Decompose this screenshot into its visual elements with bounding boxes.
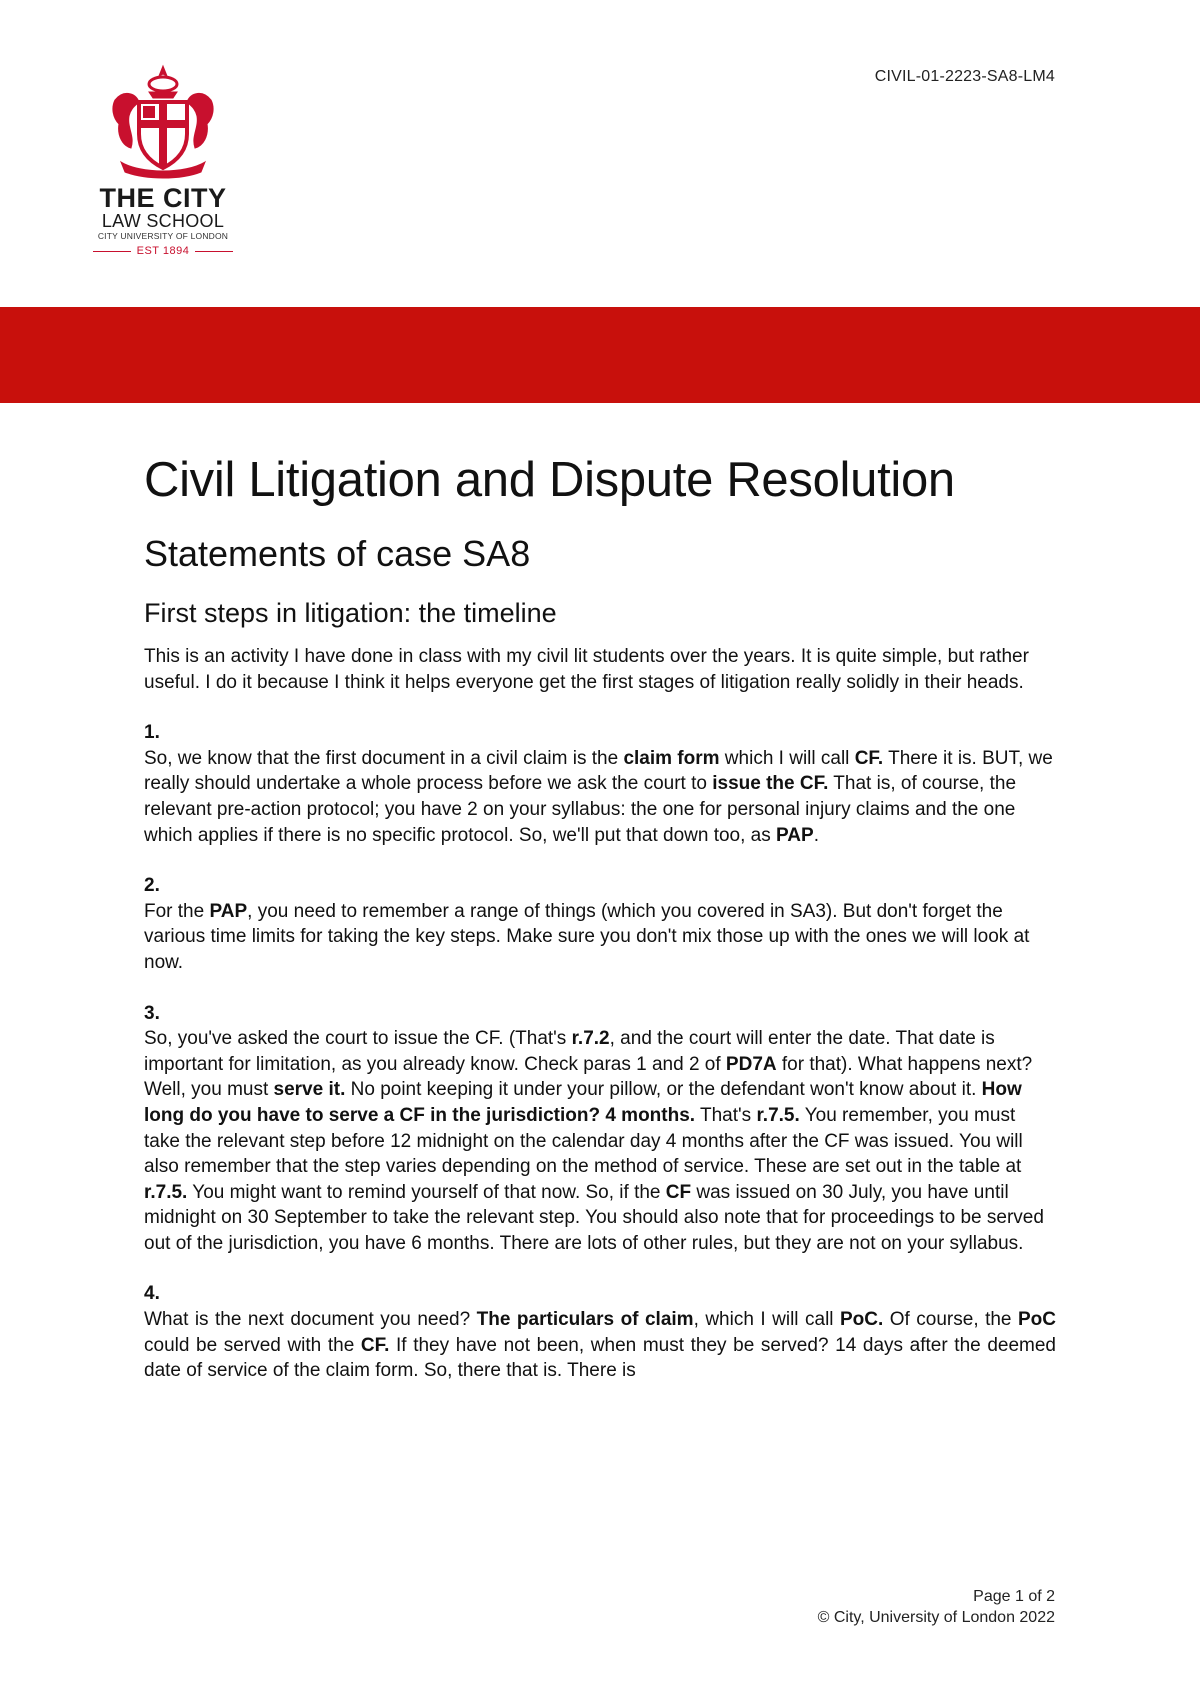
item-number: 2. [144,875,160,897]
logo-established [88,245,238,257]
coat-of-arms-icon [105,62,221,180]
document-code: CIVIL-01-2223-SA8-LM4 [874,68,1055,85]
page-footer [818,1586,1055,1628]
city-law-school-logo [88,62,238,257]
logo-line-university: CITY UNIVERSITY OF LONDON [97,231,229,241]
page-subtitle: Statements of case SA8 [144,533,531,574]
item-number: 3. [144,1002,160,1024]
item-number: 4. [144,1283,160,1305]
logo-line-the-city: THE CITY [99,183,227,213]
logo-rule-right [195,251,233,252]
item-number: 1. [144,722,160,744]
copyright-notice: © City, University of London 2022 [817,1609,1055,1626]
document-body [144,450,1056,1384]
logo-line-law-school: LAW SCHOOL [101,211,225,231]
item-paragraph-4: What is the next document you need? The particulars of claim, which I will call PoC. Of course, the PoC could be served with the CF. If they have not been, when must they be served? 14 days after the deemed date of service of the claim form. So, there that is. There is [144,1309,1056,1382]
item-paragraph-1: So, we know that the first document in a civil claim is the claim form which I will call CF. There it is. BUT, we really should undertake a whole process before we ask the court to issue the CF. That is, of course, the relevant pre-action protocol; you have 2 on your syllabus: the one for personal injury claims and the one which applies if there is no specific protocol. So, we'll put that down too, as PAP. [144,747,1053,846]
intro-paragraph: This is an activity I have done in class with my civil lit students over the years. It is quite simple, but rather useful. I do it because I think it helps everyone get the first stages of litigation really solidly in their heads. [144,646,1029,693]
section-heading: First steps in litigation: the timeline [144,598,557,628]
logo-est-text: EST 1894 [136,245,190,257]
page-title: Civil Litigation and Dispute Resolution [144,453,955,507]
red-banner [0,307,1200,403]
logo-rule-left [93,251,131,252]
item-paragraph-3: So, you've asked the court to issue the CF. (That's r.7.2, and the court will enter the date. That date is important for limitation, as you already know. Check paras 1 and 2 of PD7A for that). What happens next? Well, you must serve it. No point keeping it under your pillow, or the defendant won't know about it. How long do you have to serve a CF in the jurisdiction? 4 months. That's r.7.5. You remember, you must take the relevant step before 12 midnight on the calendar day 4 months after the CF was issued. You will also remember that the step varies depending on the method of service. These are set out in the table at r.7.5. You might want to remind yourself of that now. So, if the CF was issued on 30 July, you have until midnight on 30 September to take the relevant step. You should also note that for proceedings to be served out of the jurisdiction, you have 6 months. There are lots of other rules, but they are not on your syllabus. [144,1028,1044,1254]
page-number: Page 1 of 2 [973,1588,1055,1605]
item-paragraph-2: For the PAP, you need to remember a range of things (which you covered in SA3). But don't forget the various time limits for taking the key steps. Make sure you don't mix those up with the ones we will look at now. [144,900,1030,973]
